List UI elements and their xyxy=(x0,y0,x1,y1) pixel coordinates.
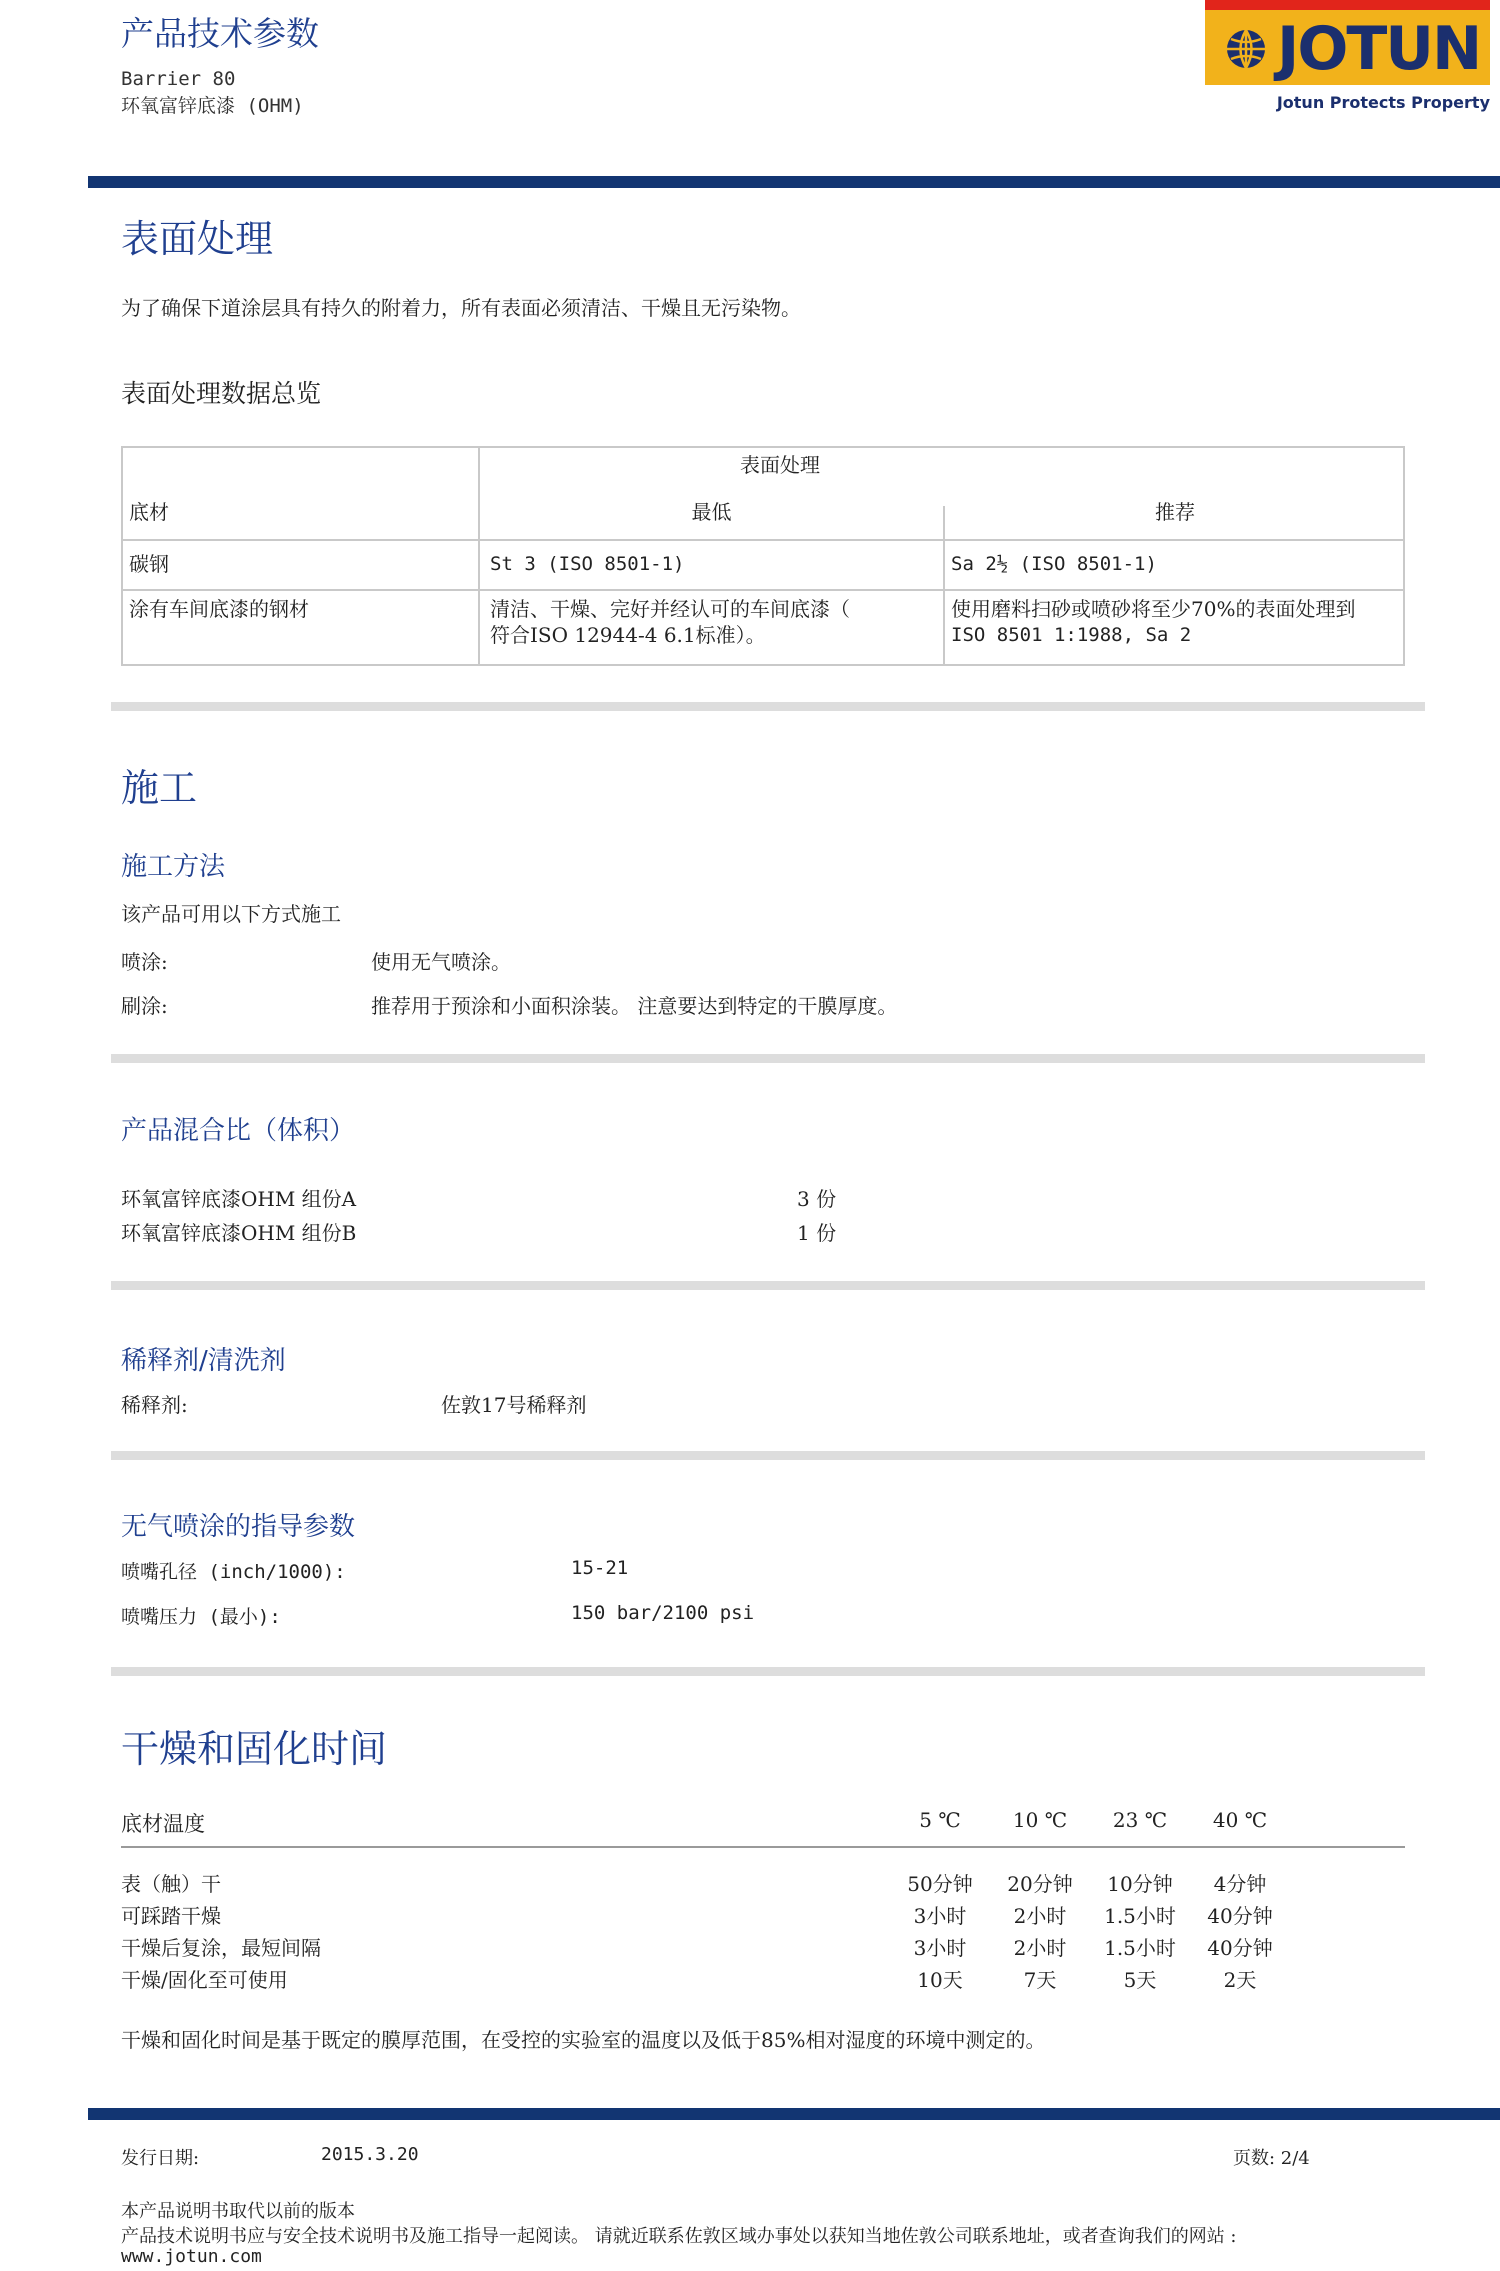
drying-cell: 5天 xyxy=(1123,1968,1157,1992)
logo-wordmark: JOTUN xyxy=(1277,14,1481,84)
drying-temp-header: 10 ℃ xyxy=(1012,1808,1068,1832)
mixing-title: 产品混合比（体积） xyxy=(121,1116,356,1146)
brush-value: 推荐用于预涂和小面积涂装。 注意要达到特定的干膜厚度。 xyxy=(371,994,898,1018)
drying-cell: 4分钟 xyxy=(1213,1872,1267,1896)
table-cell-rec: Sa 2½ (ISO 8501-1) xyxy=(951,553,1157,575)
drying-cell: 40分钟 xyxy=(1207,1936,1273,1960)
drying-cell: 10天 xyxy=(917,1968,963,1992)
drying-cell: 2小时 xyxy=(1013,1904,1067,1928)
globe-icon xyxy=(1217,28,1275,70)
mixing-component-name: 环氧富锌底漆OHM 组份A xyxy=(121,1187,357,1211)
drying-temp-header: 40 ℃ xyxy=(1212,1808,1268,1832)
brush-label: 刷涂: xyxy=(121,994,168,1018)
table-divider xyxy=(943,506,945,664)
thinner-value: 佐敦17号稀释剂 xyxy=(441,1393,587,1417)
table-divider xyxy=(478,448,480,664)
thinner-label: 稀释剂: xyxy=(121,1393,188,1417)
website-link[interactable]: www.jotun.com xyxy=(121,2246,262,2267)
drying-header-label: 底材温度 xyxy=(121,1812,205,1836)
drying-row-label: 表（触）干 xyxy=(121,1872,221,1896)
mixing-component-parts: 3 份 xyxy=(797,1187,837,1211)
drying-cell: 3小时 xyxy=(913,1936,967,1960)
section-title-drying: 干燥和固化时间 xyxy=(121,1727,388,1771)
table-divider xyxy=(123,539,1403,541)
mixing-component-name: 环氧富锌底漆OHM 组份B xyxy=(121,1221,357,1245)
replaces-note: 本产品说明书取代以前的版本 xyxy=(121,2201,355,2222)
table-header-substrate: 底材 xyxy=(129,500,169,524)
drying-cell: 1.5小时 xyxy=(1104,1936,1176,1960)
logo-red-stripe xyxy=(1205,0,1490,10)
drying-cell: 1.5小时 xyxy=(1104,1904,1176,1928)
section-title-application: 施工 xyxy=(121,766,198,810)
issue-date-label: 发行日期: xyxy=(121,2148,200,2169)
table-cell-min: 符合ISO 12944-4 6.1标准）。 xyxy=(490,623,766,647)
drying-row-label: 干燥后复涂，最短间隔 xyxy=(121,1936,321,1960)
method-title: 施工方法 xyxy=(121,852,226,882)
section-separator xyxy=(111,1667,1425,1676)
table-cell-substrate: 涂有车间底漆的钢材 xyxy=(129,597,309,621)
table-group-header: 表面处理 xyxy=(740,453,820,477)
spray-label: 喷涂: xyxy=(121,950,168,974)
spray-value: 使用无气喷涂。 xyxy=(371,950,511,974)
drying-temp-header: 5 ℃ xyxy=(919,1808,961,1832)
table-header-rec: 推荐 xyxy=(1155,500,1195,524)
document-title: 产品技术参数 xyxy=(121,14,319,53)
jotun-logo xyxy=(1205,0,1490,118)
issue-date: 2015.3.20 xyxy=(321,2144,419,2165)
method-intro: 该产品可用以下方式施工 xyxy=(121,902,341,926)
drying-cell: 7天 xyxy=(1023,1968,1057,1992)
drying-cell: 2天 xyxy=(1223,1968,1257,1992)
drying-cell: 3小时 xyxy=(913,1904,967,1928)
surface-table xyxy=(121,446,1405,666)
section-separator xyxy=(111,1451,1425,1460)
nozzle-pressure-value: 150 bar/2100 psi xyxy=(571,1602,755,1624)
header-rule xyxy=(88,176,1500,188)
table-cell-rec: ISO 8501 1:1988, Sa 2 xyxy=(951,624,1192,646)
table-cell-substrate: 碳钢 xyxy=(129,552,169,576)
logo-tagline: Jotun Protects Property xyxy=(1276,93,1490,112)
section-title-surface: 表面处理 xyxy=(121,217,274,261)
footer-note: 产品技术说明书应与安全技术说明书及施工指导一起阅读。 请就近联系佐敦区域办事处以获知当地佐敦公司联系地址，或者查询我们的网站 : xyxy=(121,2226,1237,2247)
table-cell-rec: 使用磨料扫砂或喷砂将至少70%的表面处理到 xyxy=(951,597,1356,621)
airless-title: 无气喷涂的指导参数 xyxy=(121,1512,356,1542)
drying-header-rule xyxy=(121,1846,1405,1848)
product-name: Barrier 80 xyxy=(121,68,236,90)
page-number: 页数: 2/4 xyxy=(1233,2148,1310,2169)
section-separator xyxy=(111,702,1425,711)
product-name-cn: 环氧富锌底漆 (OHM) xyxy=(121,95,304,117)
table-cell-min: 清洁、干燥、完好并经认可的车间底漆（ xyxy=(490,597,850,621)
drying-row-label: 可踩踏干燥 xyxy=(121,1904,221,1928)
table-divider xyxy=(123,589,1403,591)
table-header-min: 最低 xyxy=(691,500,732,524)
section-separator xyxy=(111,1281,1425,1290)
logo-badge xyxy=(1205,0,1490,85)
mixing-component-parts: 1 份 xyxy=(797,1221,837,1245)
drying-cell: 2小时 xyxy=(1013,1936,1067,1960)
drying-cell: 50分钟 xyxy=(907,1872,973,1896)
nozzle-tip-value: 15-21 xyxy=(571,1557,629,1579)
surface-intro: 为了确保下道涂层具有持久的附着力，所有表面必须清洁、干燥且无污染物。 xyxy=(121,296,801,320)
drying-cell: 40分钟 xyxy=(1207,1904,1273,1928)
table-cell-min: St 3 (ISO 8501-1) xyxy=(490,553,685,575)
surface-overview-title: 表面处理数据总览 xyxy=(121,379,322,408)
drying-cell: 20分钟 xyxy=(1007,1872,1073,1896)
section-separator xyxy=(111,1054,1425,1063)
drying-note: 干燥和固化时间是基于既定的膜厚范围，在受控的实验室的温度以及低于85%相对湿度的环境中测定的。 xyxy=(121,2028,1046,2052)
nozzle-pressure-label: 喷嘴压力 (最小): xyxy=(121,1606,281,1628)
drying-row-label: 干燥/固化至可使用 xyxy=(121,1968,288,1992)
drying-temp-header: 23 ℃ xyxy=(1112,1808,1168,1832)
nozzle-tip-label: 喷嘴孔径 (inch/1000): xyxy=(121,1561,346,1583)
footer-rule xyxy=(88,2108,1500,2120)
drying-cell: 10分钟 xyxy=(1107,1872,1173,1896)
thinner-title: 稀释剂/清洗剂 xyxy=(121,1346,286,1376)
